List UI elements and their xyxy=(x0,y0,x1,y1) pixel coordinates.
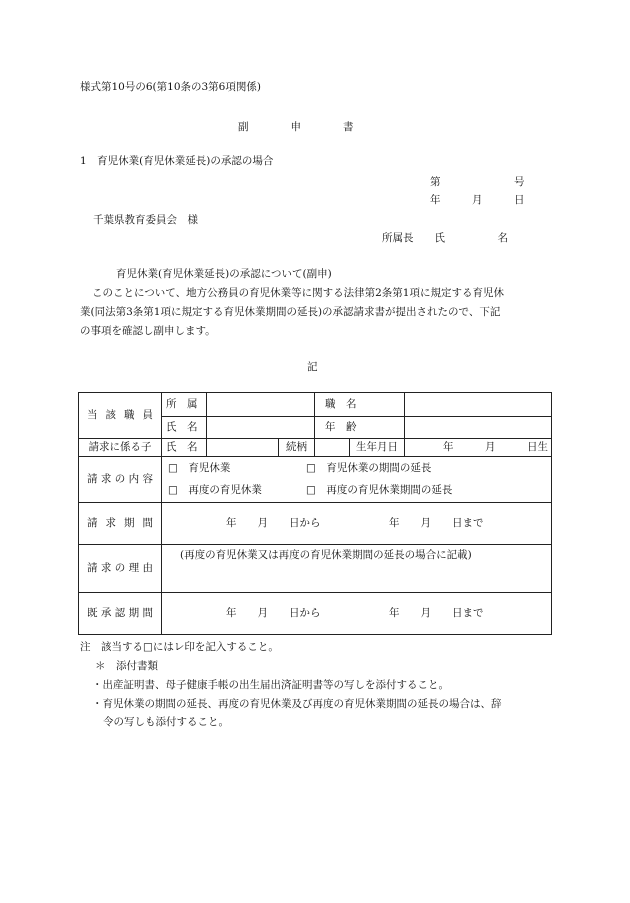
option-saido-encho[interactable]: □ 再度の育児休業期間の延長 xyxy=(306,484,453,496)
reason-note: (再度の育児休業又は再度の育児休業期間の延長の場合に記載) xyxy=(180,549,472,561)
note-attachment-2a: ・育児休業の期間の延長、再度の育児休業及び再度の育児休業期間の延長の場合は、辞 xyxy=(92,698,502,710)
value-nenrei[interactable] xyxy=(405,417,552,439)
body-line-1: このことについて、地方公務員の育児休業等に関する法律第2条第1項に規定する育児休 xyxy=(92,287,504,299)
value-shozoku[interactable] xyxy=(207,393,315,417)
body-line-3: の事項を確認し副申します。 xyxy=(80,325,216,337)
label-staff: 当該職員 xyxy=(79,393,162,439)
value-child-name[interactable] xyxy=(207,439,279,457)
form-number: 様式第10号の6(第10条の3第6項関係) xyxy=(80,81,261,93)
row-staff-1 xyxy=(79,393,552,417)
section-heading: 1 育児休業(育児休業延長)の承認の場合 xyxy=(80,155,274,167)
period-from[interactable]: 年 月 日から xyxy=(226,517,321,529)
option-kikan-encho[interactable]: □ 育児休業の期間の延長 xyxy=(306,462,432,474)
note-attachments: ＊ 添付書類 xyxy=(95,660,158,672)
addressee: 千葉県教育委員会 様 xyxy=(93,214,198,226)
row-approved xyxy=(79,593,552,635)
row-reason xyxy=(79,545,552,593)
value-birth: 年 月 日生 xyxy=(405,439,552,457)
label-nenrei: 年 齢 xyxy=(315,417,405,439)
sender: 所属長 氏 名 xyxy=(382,232,508,244)
label-zokugara: 続柄 xyxy=(279,439,315,457)
document-title: 副 申 書 xyxy=(238,121,354,133)
row-child xyxy=(79,439,552,457)
value-zokugara[interactable] xyxy=(315,439,350,457)
document-date: 年 月 日 xyxy=(430,194,525,206)
note-attachment-2b: 令の写しも添付すること。 xyxy=(103,716,229,728)
label-birth: 生年月日 xyxy=(350,439,405,457)
label-shozoku: 所 属 xyxy=(162,393,207,417)
body-line-2: 業(同法第3条第1項に規定する育児休業期間の延長)の承認請求書が提出されたので、下記 xyxy=(80,306,501,318)
label-child-name: 氏 名 xyxy=(162,439,207,457)
value-shokumei[interactable] xyxy=(405,393,552,417)
ki-mark: 記 xyxy=(307,361,318,373)
subject-line: 育児休業(育児休業延長)の承認について(副申) xyxy=(116,268,332,280)
approved-from[interactable]: 年 月 日から xyxy=(226,607,321,619)
label-shokumei: 職 名 xyxy=(315,393,405,417)
value-reason[interactable] xyxy=(162,545,552,593)
label-child: 請求に係る子 xyxy=(79,439,162,457)
label-reason: 請求の理由 xyxy=(79,545,162,593)
option-ikuji-kyugyo[interactable]: □ 育児休業 xyxy=(168,462,231,474)
option-saido-kyugyo[interactable]: □ 再度の育児休業 xyxy=(168,484,262,496)
note-attachment-1: ・出産証明書、母子健康手帳の出生届出済証明書等の写しを添付すること。 xyxy=(92,679,449,691)
approved-to[interactable]: 年 月 日まで xyxy=(389,607,484,619)
label-shimei: 氏 名 xyxy=(162,417,207,439)
period-to[interactable]: 年 月 日まで xyxy=(389,517,484,529)
application-table xyxy=(78,392,552,635)
document-number: 第 号 xyxy=(430,176,525,188)
value-shimei[interactable] xyxy=(207,417,315,439)
row-content xyxy=(79,457,552,503)
label-content: 請求の内容 xyxy=(79,457,162,503)
note-checkbox: 注 該当する□にはレ印を記入すること。 xyxy=(80,641,279,653)
label-approved: 既承認期間 xyxy=(79,593,162,635)
row-period xyxy=(79,503,552,545)
label-period: 請求期間 xyxy=(79,503,162,545)
